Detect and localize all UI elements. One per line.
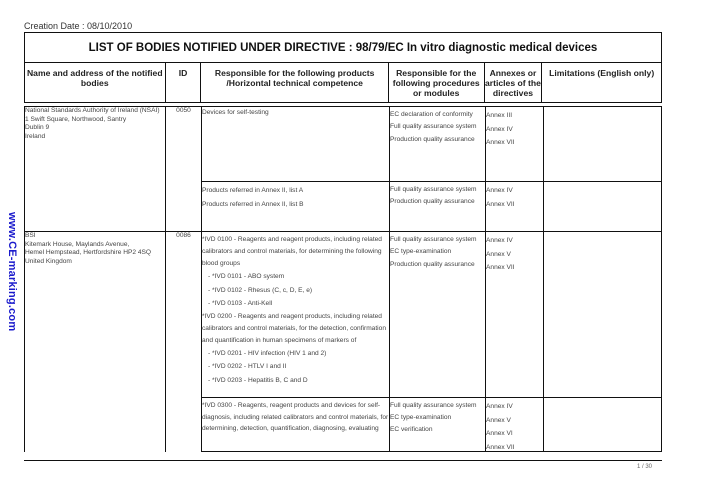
- product-subitem: - *IVD 0202 - HTLV I and II: [208, 363, 287, 370]
- name-line: Dublin 9: [25, 124, 50, 132]
- watermark-link[interactable]: www.CE-marking.com: [6, 212, 18, 332]
- divider: [543, 106, 544, 452]
- header-id: ID: [166, 63, 202, 102]
- header-annexes: Annexes or articles of the directives: [485, 63, 543, 102]
- annex-item: Annex IV: [486, 187, 513, 194]
- name-line: Ireland: [25, 132, 46, 140]
- creation-date: Creation Date : 08/10/2010: [24, 21, 133, 31]
- products-cell: [202, 109, 388, 122]
- divider: [201, 181, 662, 182]
- body-id: 0086: [176, 232, 191, 239]
- annex-item: Annex V: [486, 250, 511, 258]
- header-procedures: Responsible for the following procedures or modules: [389, 63, 485, 102]
- annex-item: Annex VII: [486, 200, 515, 208]
- product-subitem: - *IVD 0201 - HIV infection (HIV 1 and 2): [208, 349, 327, 357]
- annexes-cell: [486, 184, 542, 211]
- product-subitem: - *IVD 0101 - ABO system: [208, 273, 285, 280]
- name-line: 1 Swift Square, Northwood, Santry: [25, 115, 127, 123]
- annex-item: Annex VII: [486, 264, 515, 271]
- procedures-cell: [390, 234, 484, 271]
- annex-item: Annex VII: [486, 139, 515, 146]
- name-line: Hemel Hempstead, Hertfordshire HP2 4SQ: [25, 249, 152, 257]
- annex-item: Annex IV: [486, 403, 513, 410]
- procedure-item: Full quality assurance system: [390, 236, 477, 243]
- product-item: Products referred in Annex II, list B: [202, 200, 304, 208]
- annexes-cell: [486, 234, 542, 275]
- product-subitem: - *IVD 0102 - Rhesus (C, c, D, E, e): [208, 286, 313, 294]
- products-cell: [202, 234, 389, 387]
- table-header: [24, 63, 662, 103]
- name-line: BSI: [25, 232, 36, 239]
- procedure-item: Production quality assurance: [390, 135, 475, 143]
- divider: [165, 106, 166, 452]
- product-item: *IVD 0300 - Reagents, reagent products and devices for self-diagnosis, including related calibrators and control materials, for determining, detection, quantification, diagnosing, evaluating: [202, 402, 389, 432]
- product-subitem: - *IVD 0103 - Anti-Kell: [208, 300, 273, 307]
- procedure-item: Full quality assurance system: [390, 402, 477, 409]
- name-line: United Kingdom: [25, 257, 72, 265]
- procedures-cell: [390, 109, 484, 146]
- document-title: LIST OF BODIES NOTIFIED UNDER DIRECTIVE : 98/79/EC In vitro diagnostic medical devices: [24, 32, 662, 63]
- divider: [24, 106, 25, 452]
- annex-item: Annex VI: [486, 430, 513, 437]
- header-limitations: Limitations (English only): [549, 68, 655, 78]
- name-line: National Standards Authority of Ireland (NSAI): [25, 107, 160, 114]
- annex-item: Annex III: [486, 112, 513, 119]
- procedure-item: Production quality assurance: [390, 198, 475, 206]
- annex-item: Annex V: [486, 416, 511, 424]
- product-item: Devices for self-testing: [202, 109, 269, 116]
- annex-item: Annex IV: [486, 125, 513, 133]
- body-id: 0050: [176, 107, 191, 114]
- annexes-cell: [486, 109, 542, 150]
- annexes-cell: [486, 400, 542, 454]
- divider: [201, 397, 662, 398]
- procedures-cell: [390, 400, 484, 437]
- product-item: *IVD 0100 - Reagents and reagent products, including related calibrators and control materials, for determining the following blood groups: [202, 236, 382, 267]
- procedures-cell: [390, 184, 484, 209]
- products-cell: [202, 400, 389, 435]
- procedure-item: Full quality assurance system: [390, 186, 477, 193]
- body-name-address: [25, 232, 165, 266]
- header-name: Name and address of the notified bodies: [25, 63, 166, 102]
- procedure-item: EC declaration of conformity: [390, 111, 473, 118]
- body-name-address: [25, 107, 165, 141]
- divider: [661, 106, 662, 452]
- name-line: Kitemark House, Maylands Avenue,: [25, 240, 130, 248]
- product-item: *IVD 0200 - Reagents and reagent products, including related calibrators and control materials, for the detection, confirmation and quantification in human specimens of markers of: [202, 312, 386, 344]
- products-cell: [202, 184, 388, 211]
- product-subitem: - *IVD 0203 - Hepatitis B, C and D: [208, 376, 308, 384]
- annex-item: Annex VII: [486, 443, 515, 451]
- procedure-item: Full quality assurance system: [390, 123, 477, 131]
- page-indicator: 1 / 30: [637, 464, 653, 470]
- product-item: Products referred in Annex II, list A: [202, 187, 304, 194]
- procedure-item: EC type-examination: [390, 414, 452, 422]
- page-footer-rule: [24, 460, 662, 461]
- divider: [201, 451, 662, 452]
- procedure-item: EC verification: [390, 426, 433, 434]
- header-products: Responsible for the following products /Horizontal technical competence: [201, 63, 388, 102]
- annex-item: Annex IV: [486, 237, 513, 244]
- procedure-item: Production quality assurance: [390, 260, 475, 268]
- procedure-item: EC type-examination: [390, 248, 452, 256]
